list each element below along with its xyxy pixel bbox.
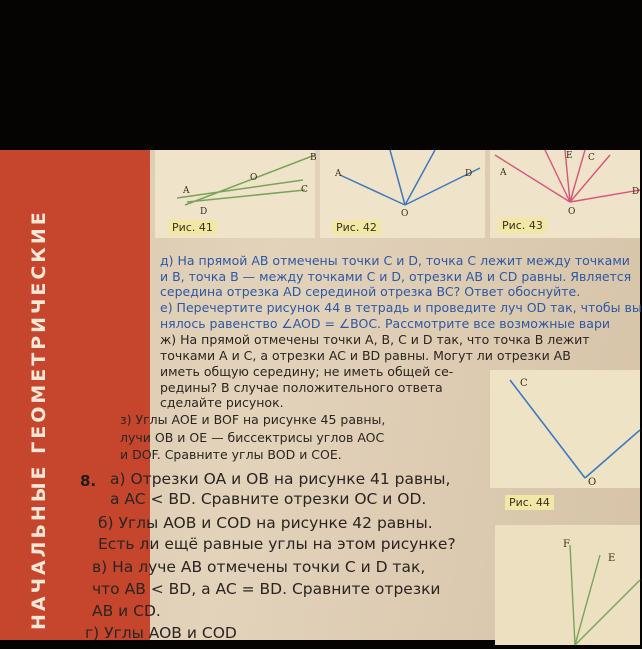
figure-44-label: Рис. 44 [505, 495, 554, 510]
figure-44-drawing [490, 370, 640, 488]
task-line-z3: и DOF. Сравните углы BOD и COE. [120, 447, 342, 462]
task-line-zh5: сделайте рисунок. [160, 395, 284, 410]
task-number: 8. [80, 472, 97, 490]
svg-text:O: O [250, 173, 258, 183]
svg-text:O: O [568, 207, 576, 217]
fig45-point-e: E [608, 553, 616, 564]
chapter-title: НАЧАЛЬНЫЕ ГЕОМЕТРИЧЕСКИЕ [28, 209, 50, 630]
svg-text:B: B [310, 153, 317, 163]
task8-line-g1: г) Углы AOB и COD [85, 624, 237, 642]
figure-44 [490, 370, 640, 488]
task-line-d3: середина отрезка AD серединой отрезка BC? Ответ обоснуйте. [160, 284, 581, 299]
svg-text:D: D [465, 169, 473, 179]
figure-45 [495, 525, 640, 645]
svg-text:D: D [200, 207, 208, 217]
svg-text:D: D [632, 187, 640, 197]
task-line-zh2: точками A и C, а отрезки AC и BD равны. Могут ли отрезки AB [160, 348, 571, 363]
task-line-d2: и B, точка B — между точками C и D, отрезки AB и CD равны. Является [160, 269, 632, 284]
figure-41-label: Рис. 41 [168, 220, 217, 235]
task8-line-a2: а AC < BD. Сравните отрезки OC и OD. [110, 490, 427, 508]
fig44-point-c: C [520, 378, 528, 389]
task-line-z2: лучи OB и OE — биссектрисы углов AOC [120, 430, 385, 445]
svg-text:O: O [401, 209, 409, 219]
task8-line-b2: Есть ли ещё равные углы на этом рисунке? [98, 535, 456, 553]
task8-line-a1: а) Отрезки OA и OB на рисунке 41 равны, [110, 470, 451, 488]
task8-line-v2: что AB < BD, а AC = BD. Сравните отрезки [92, 580, 441, 598]
svg-text:A: A [335, 169, 342, 179]
figure-43-label: Рис. 43 [498, 218, 547, 233]
figure-42-label: Рис. 42 [332, 220, 381, 235]
svg-text:C: C [588, 153, 595, 163]
figure-45-drawing [495, 525, 640, 645]
svg-text:E: E [566, 151, 573, 161]
task-line-d1: д) На прямой AB отмечены точки C и D, точка C лежит между точками [160, 253, 630, 268]
fig45-point-f: F [563, 539, 570, 550]
svg-text:A: A [183, 186, 190, 196]
fig44-point-o: O [588, 477, 597, 488]
svg-text:A: A [500, 168, 507, 178]
task-line-e1: е) Перечертите рисунок 44 в тетрадь и проведите луч OD так, чтобы вы [160, 300, 642, 315]
task-line-zh1: ж) На прямой отмечены точки A, B, C и D так, что точка B лежит [160, 332, 590, 347]
task-line-z1: з) Углы AOE и BOF на рисунке 45 равны, [120, 412, 386, 427]
task8-line-v3: AB и CD. [92, 602, 161, 620]
task-line-zh3: иметь общую середину; не иметь общей се- [160, 364, 454, 379]
task8-line-v1: в) На луче AB отмечены точки C и D так, [92, 558, 426, 576]
task-line-e2: нялось равенство ∠AOD = ∠BOC. Рассмотрите все возможные вари [160, 316, 611, 331]
task-line-zh4: редины? В случае положительного ответа [160, 380, 443, 395]
task8-line-b1: б) Углы AOB и COD на рисунке 42 равны. [98, 514, 433, 532]
textbook-page [0, 150, 640, 640]
svg-text:C: C [301, 185, 308, 195]
